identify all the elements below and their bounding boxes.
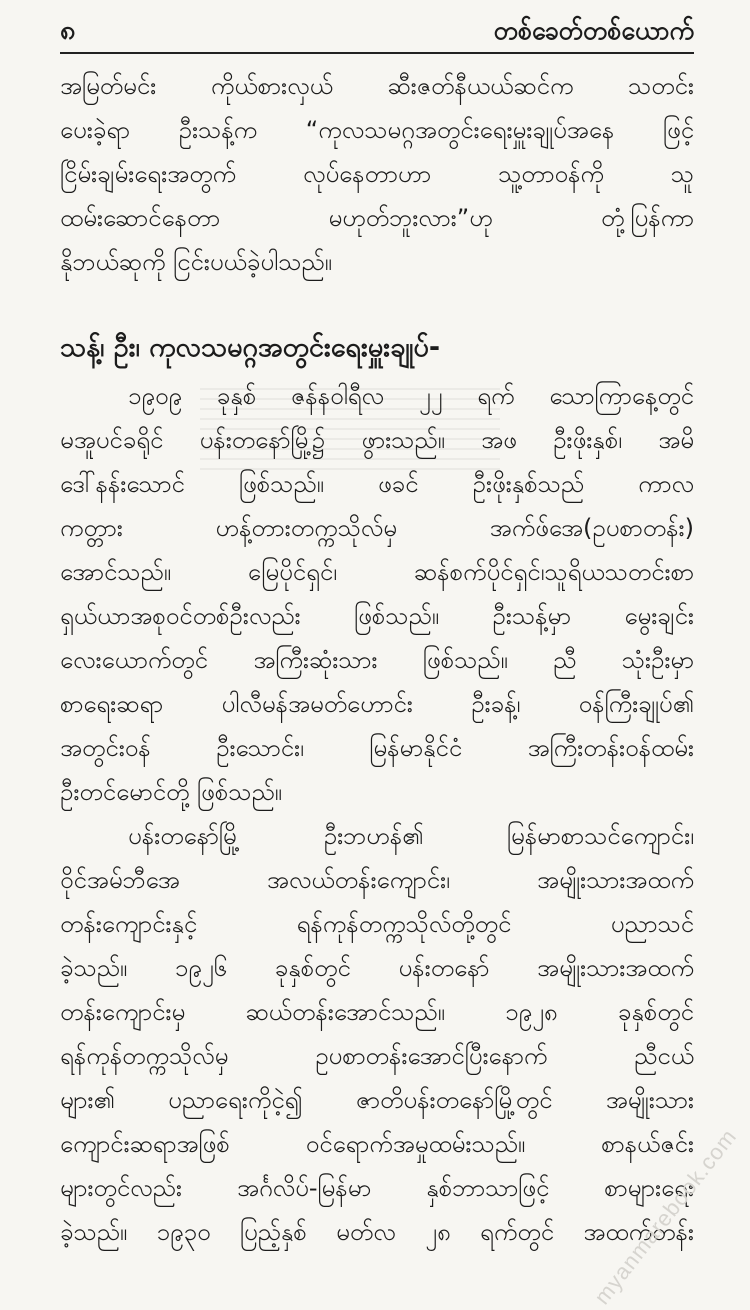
- text-line: ၁၉၀၉ ခုနှစ် ဇန်နဝါရီလ ၂၂ ရက် သောကြာနေ့တွင်: [128, 382, 694, 410]
- text-line: ခဲ့သည်။ ၁၉၂၆ ခုနှစ်တွင် ပန်းတနော် အမျိုးသားအထက်: [60, 954, 694, 982]
- text-line: မအူပင်ခရိုင် ပန်းတနော်မြို့၌ ဖွားသည်။ အဖ ဦးဖိုးနှစ်၊ အမိ: [60, 426, 694, 454]
- text-line: ပေးခဲ့ရာ ဦးသန့်က “ကုလသမဂ္ဂအတွင်းရေးမှူးချုပ်အနေ ဖြင့်: [60, 116, 694, 144]
- text-line: ဦးတင်မောင်တို့ ဖြစ်သည်။: [60, 778, 282, 806]
- text-line: အောင်သည်။ မြေပိုင်ရှင်၊ ဆန်စက်ပိုင်ရှင်၊သူရိယသတင်းစာ: [60, 558, 694, 586]
- text-line: တန်းကျောင်းမှ ဆယ်တန်းအောင်သည်။ ၁၉၂၈ ခုနှစ်တွင်: [60, 998, 694, 1026]
- text-line: ထမ်းဆောင်နေတာ မဟုတ်ဘူးလား”ဟု တုံ့ပြန်ကာ: [60, 204, 694, 232]
- text-line: များ၏ ပညာရေးကိုငဲ့၍ ဇာတိပန်းတနော်မြို့တွင် အမျိုးသား: [60, 1086, 694, 1114]
- text-line: များတွင်လည်း အင်္ဂလိပ်-မြန်မာ နှစ်ဘာသာဖြင့် စာများရေး: [60, 1174, 694, 1202]
- text-line: အမြတ်မင်း ကိုယ်စားလှယ် ဆီးဇတ်နီယယ်ဆင်က သတင်း: [60, 72, 694, 100]
- page-number: ၈: [60, 15, 76, 46]
- page-body: [60, 64, 694, 1254]
- header-rule: [60, 52, 694, 54]
- text-line: နိုဘယ်ဆုကို ငြင်းပယ်ခဲ့ပါသည်။: [60, 248, 332, 276]
- text-line: ကတ္တား ဟန့်တားတက္ကသိုလ်မှ အက်ဖ်အေ(ဥပစာတန်း): [60, 514, 694, 542]
- paragraph-1: [60, 64, 694, 284]
- running-title: တစ်ခေတ်တစ်ယောက်: [493, 16, 694, 45]
- text-line: စာရေးဆရာ ပါလီမန်အမတ်ဟောင်း ဦးခန့်၊ ဝန်ကြီးချုပ်၏: [60, 690, 694, 718]
- text-line: ပန်းတနော်မြို့ ဦးဘဟန်၏ မြန်မာစာသင်ကျောင်း၊: [128, 822, 694, 850]
- text-line: ဒေါ်နန်းသောင် ဖြစ်သည်။ ဖခင် ဦးဖိုးနှစ်သည် ကာလ: [60, 470, 694, 498]
- text-line: ခဲ့သည်။ ၁၉၃၀ ပြည့်နှစ် မတ်လ ၂၈ ရက်တွင် အထက်တန်း: [60, 1218, 694, 1246]
- paragraph-2: [60, 374, 694, 814]
- text-line: ငြိမ်းချမ်းရေးအတွက် လုပ်နေတာဟာ သူ့တာဝန်ကို သူ: [60, 160, 694, 188]
- text-line: ရန်ကုန်တက္ကသိုလ်မှ ဥပစာတန်းအောင်ပြီးနောက် ညီငယ်: [60, 1042, 694, 1070]
- text-line: ကျောင်းဆရာအဖြစ် ဝင်ရောက်အမှုထမ်းသည်။ စာနယ်ဇင်း: [60, 1130, 694, 1158]
- text-line: အတွင်းဝန် ဦးသောင်း၊ မြန်မာနိုင်ငံ အကြီးတန်းဝန်ထမ်း: [60, 734, 694, 762]
- text-line: ရှယ်ယာအစုဝင်တစ်ဦးလည်း ဖြစ်သည်။ ဦးသန့်မှာ မွေးချင်း: [60, 602, 694, 630]
- paragraph-3: [60, 814, 694, 1254]
- section-heading: သန့်၊ ဦး၊ ကုလသမဂ္ဂအတွင်းရေးမှူးချုပ်-: [60, 332, 441, 363]
- paragraph-spacer: [60, 284, 694, 324]
- text-line: တန်းကျောင်းနှင့် ရန်ကုန်တက္ကသိုလ်တို့တွင် ပညာသင်: [60, 910, 694, 938]
- text-line: လေးယောက်တွင် အကြီးဆုံးသား ဖြစ်သည်။ ညီ သုံးဦးမှာ: [60, 646, 694, 674]
- site-watermark: myanmarebook.com: [588, 1123, 742, 1310]
- text-line: ဝိုင်အမ်ဘီအေ အလယ်တန်းကျောင်း၊ အမျိုးသားအထက်: [60, 866, 694, 894]
